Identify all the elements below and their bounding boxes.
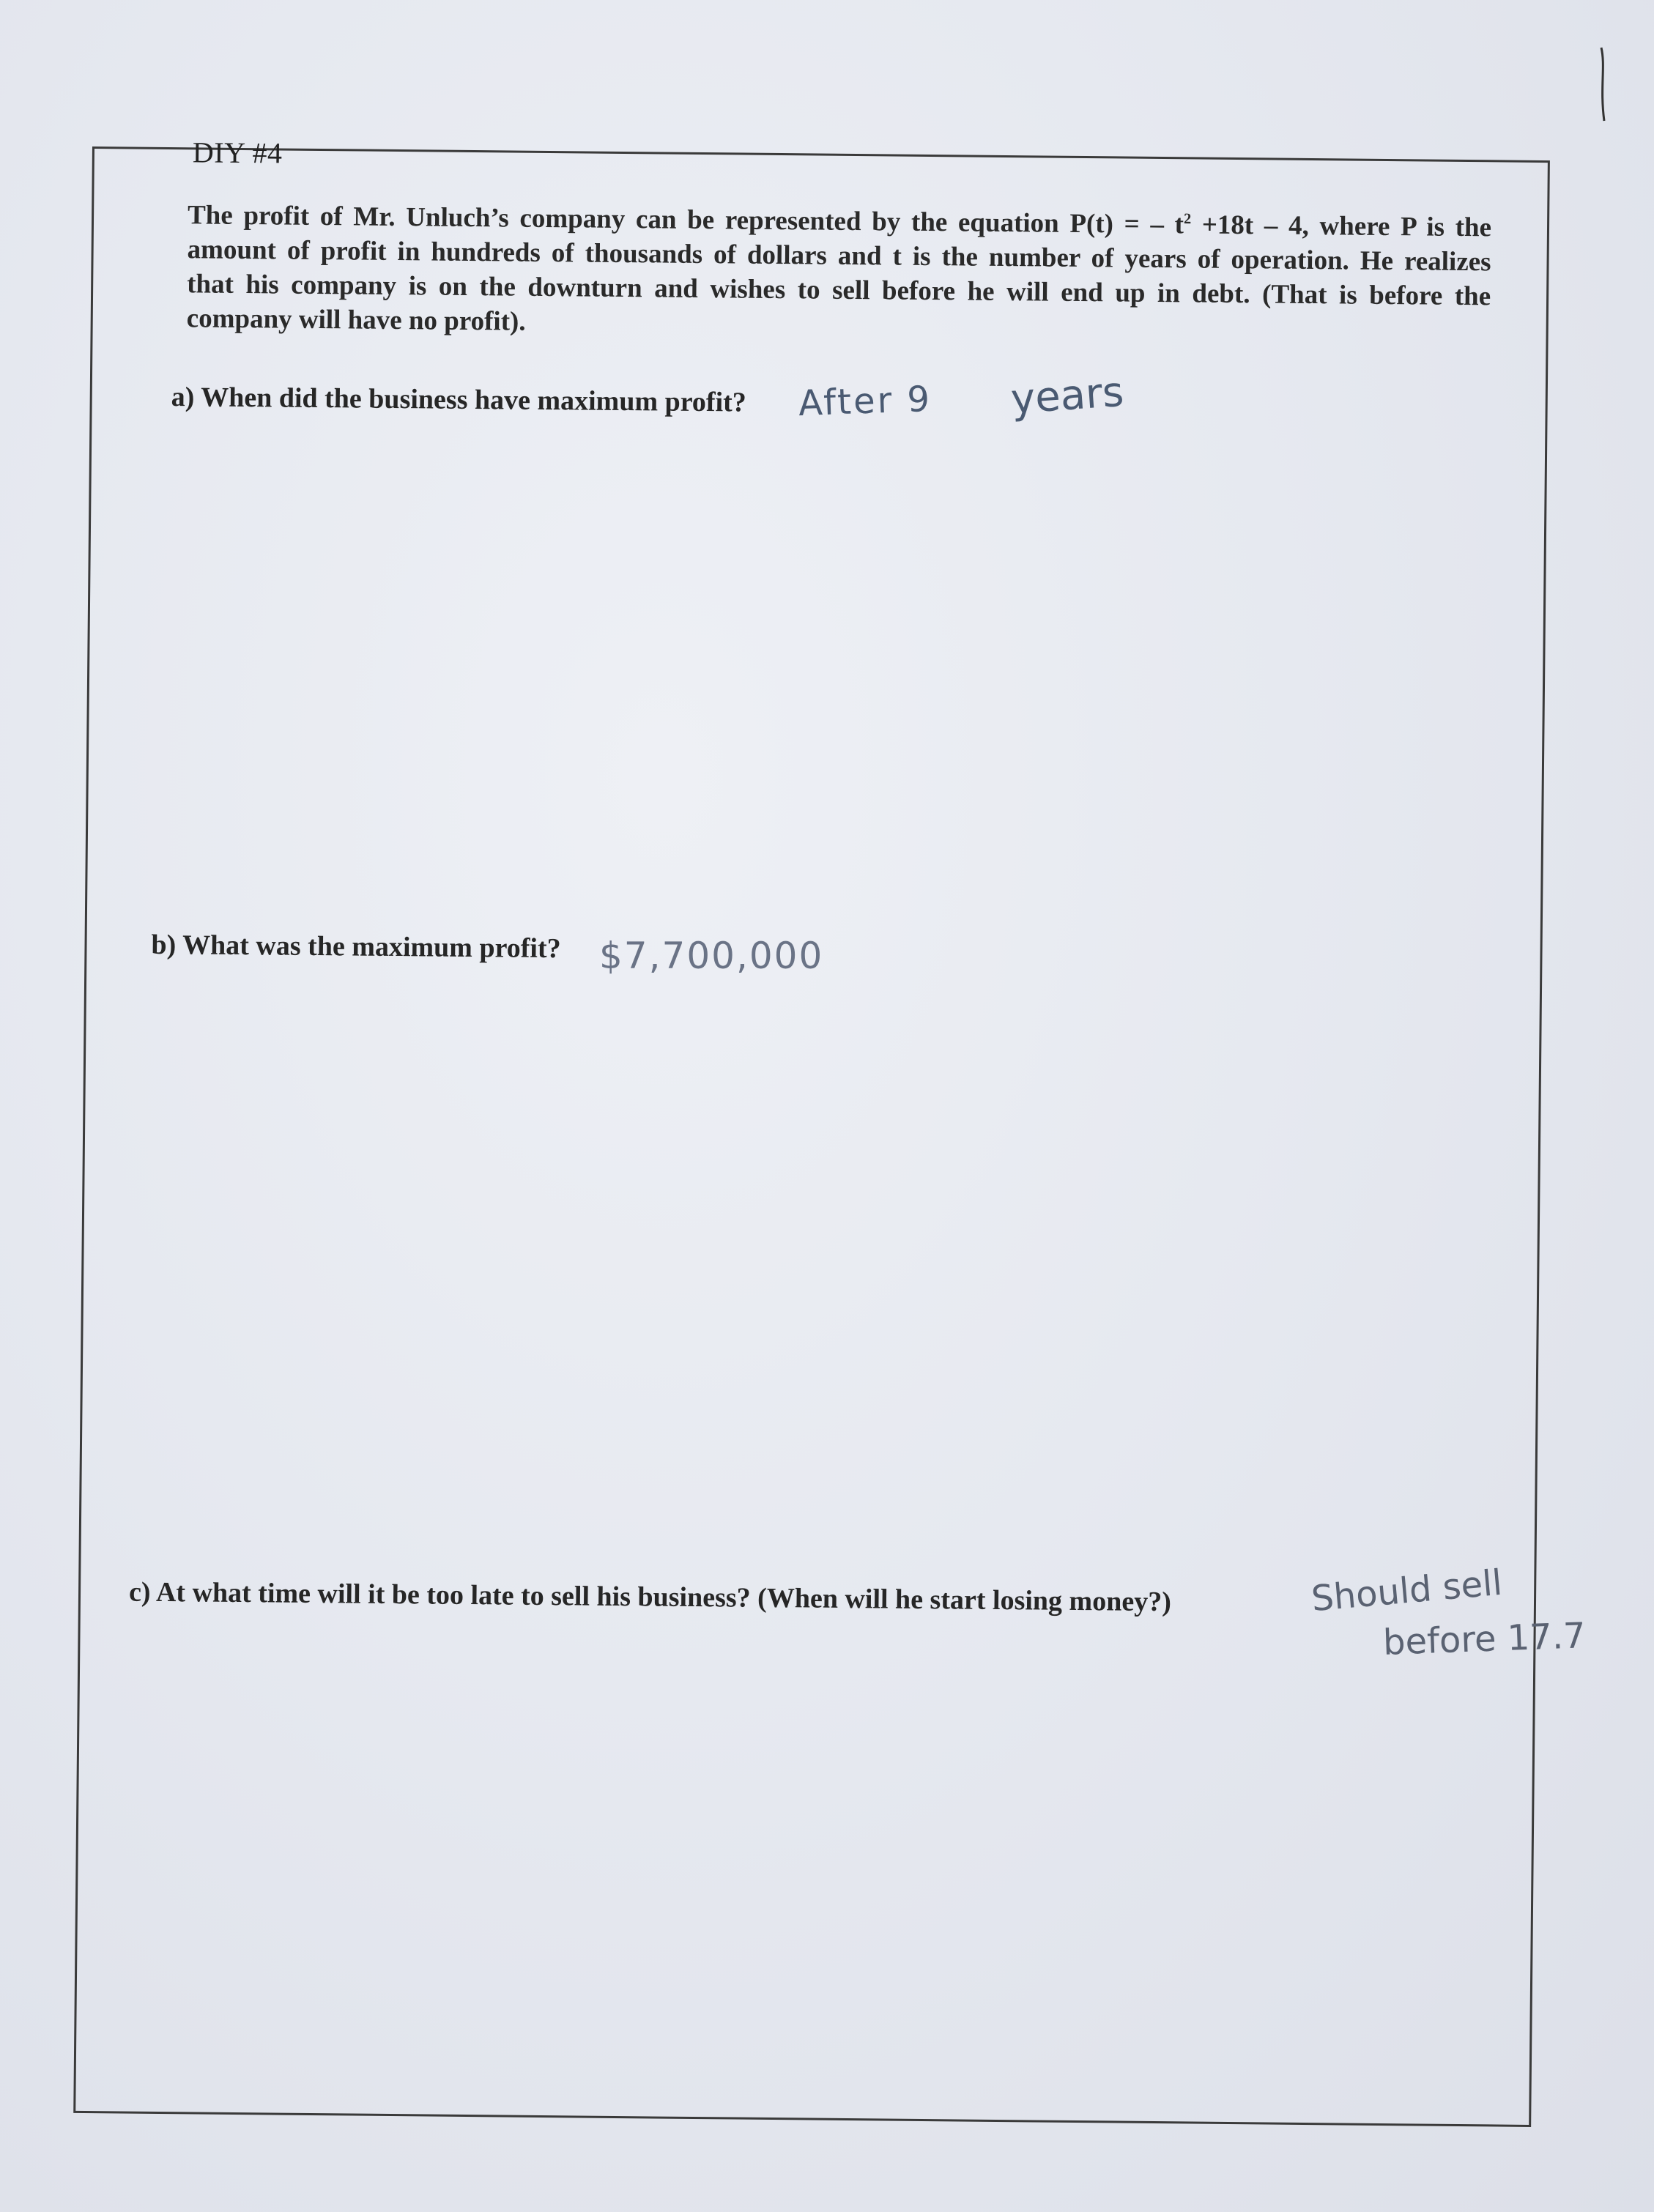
equation-exponent: 2 <box>1183 210 1192 228</box>
intro-line-2: amount of profit in hundreds of thousands of dollars and t is the number of years of operation. He realizes <box>187 234 1491 278</box>
problem-statement <box>187 198 1492 348</box>
intro-line-4: company will have no profit). <box>186 303 526 337</box>
handwritten-answer-c-line1: Should sell <box>1310 1562 1504 1620</box>
question-a: a) When did the business have maximum profit? <box>171 382 746 418</box>
question-c: c) At what time will it be too late to sell his business? (When will he start losing money?) <box>128 1576 1172 1618</box>
worksheet-frame <box>73 136 1550 2127</box>
intro-line-3: that his company is on the downturn and wishes to sell before he will end up in debt. (That is before the <box>187 269 1491 312</box>
handwritten-answer-c-line2: before 17.7 <box>1382 1615 1587 1663</box>
handwritten-answer-a-years: years <box>1009 368 1126 424</box>
equation-tail: +18t – 4, where P is the <box>1190 209 1492 243</box>
pen-mark <box>1597 44 1612 125</box>
handwritten-answer-a: After 9 <box>798 378 932 425</box>
worksheet-title: DIY #4 <box>192 136 283 170</box>
handwritten-answer-b: $7,700,000 <box>599 935 824 977</box>
intro-line-1: The profit of Mr. Unluch’s company can be represented by the equation P(t) = – $t^2 +18t - 4$, where P is the <box>187 200 1492 243</box>
question-b: b) What was the maximum profit? <box>151 929 561 965</box>
